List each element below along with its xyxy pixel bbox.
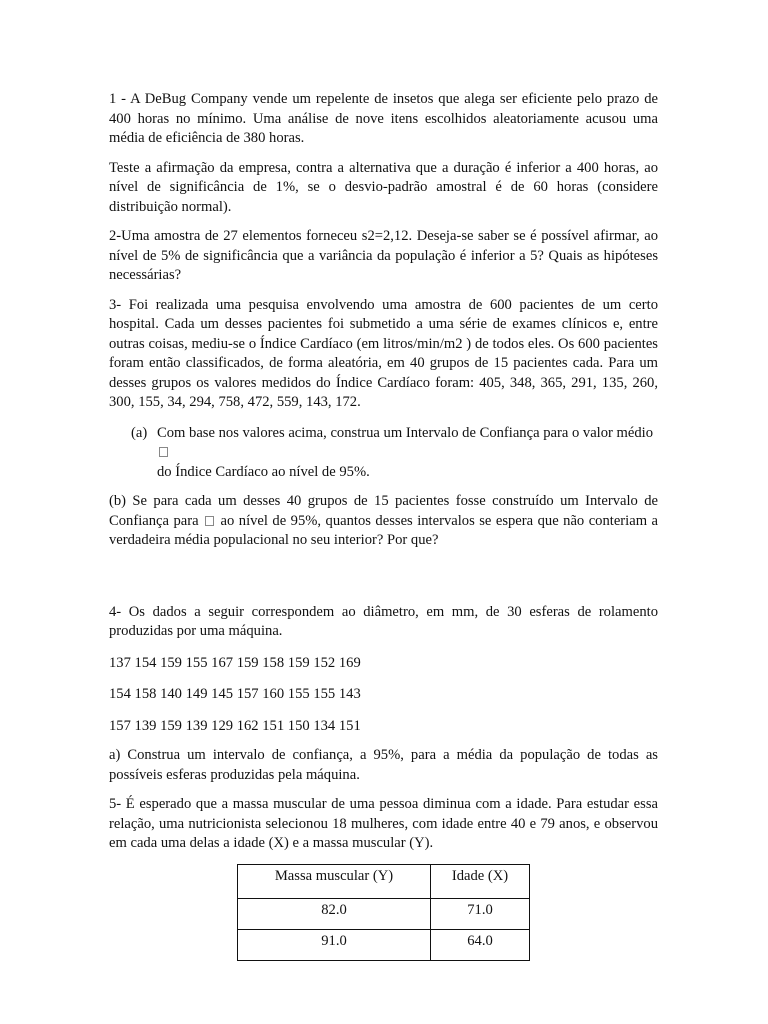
q4-item-a: a) Construa um intervalo de confiança, a 95%, para a média da população de todas as possíveis esferas produzidas pela máquina.	[109, 747, 658, 783]
q1-paragraph: 1 - A DeBug Company vende um repelente de insetos que alega ser eficiente pelo prazo de 400 horas no mínimo. Uma análise de nove itens escolhidos aleatoriamente acusou uma média de eficiência de 380 horas.	[109, 91, 658, 146]
q3-item-a-text-2: do Índice Cardíaco ao nível de 95%.	[157, 463, 370, 480]
table-cell: 91.0	[238, 930, 431, 961]
q4-paragraph: 4- Os dados a seguir correspondem ao diâmetro, em mm, de 30 esferas de rolamento produzidas por uma máquina.	[109, 603, 658, 639]
q2-paragraph: 2-Uma amostra de 27 elementos forneceu s2=2,12. Deseja-se saber se é possível afirmar, ao nível de 5% de significância que a variância da população é inferior a 5? Quais as hipóteses necessárias?	[109, 228, 658, 283]
missing-glyph-icon	[205, 516, 214, 526]
table-header-row	[238, 865, 530, 899]
q3-item-b-text-2: ao nível de 95%, quantos desses intervalos se espera que não conteriam a verdadeira média populacional no seu interior? Por que?	[109, 512, 658, 548]
q1-paragraph-2: Teste a afirmação da empresa, contra a alternativa que a duração é inferior a 400 horas, ao nível de significância de 1%, se o desvio-padrão amostral é de 60 horas (considere distribuição normal).	[109, 159, 658, 215]
q3-paragraph: 3- Foi realizada uma pesquisa envolvendo uma amostra de 600 pacientes de um certo hospital. Cada um desses pacientes foi submetido a uma série de exames clínicos e, entre outras coisas, mediu-se o Índice Cardíaco (em litros/min/m2 ) de todos eles. Os 600 pacientes foram então classificados, de forma aleatória, em 40 grupos de 15 pacientes cada. Para um desses grupos os valores medidos do Índice Cardíaco foram: 405, 348, 365, 291, 135, 260, 300, 155, 34, 294, 758, 472, 559, 143, 172.	[109, 296, 658, 410]
q3-item-b	[109, 492, 658, 551]
q3-item-a-label: (a)	[131, 424, 148, 441]
q5-paragraph: 5- É esperado que a massa muscular de uma pessoa diminua com a idade. Para estudar essa relação, uma nutricionista selecionou 18 mulheres, com idade entre 40 e 79 anos, e observou em cada uma delas a idade (X) e a massa muscular (Y).	[109, 796, 658, 851]
q4-data-row-2: 154 158 140 149 145 157 160 155 155 143	[109, 686, 361, 702]
data-table	[237, 864, 530, 961]
table-cell: 71.0	[430, 899, 529, 930]
q3-item-b-text-1: (b) Se para cada um desses 40 grupos de 15 pacientes fosse construído um Intervalo de Confiança para	[109, 493, 658, 529]
table-row	[238, 930, 530, 961]
table-row	[238, 899, 530, 930]
table-cell: 64.0	[430, 930, 529, 961]
table-cell: 82.0	[238, 899, 431, 930]
q4-data-row-1: 137 154 159 155 167 159 158 159 152 169	[109, 654, 361, 671]
table-header-cell: Idade (X)	[430, 865, 529, 899]
missing-glyph-icon	[159, 447, 168, 457]
q3-item-a	[131, 424, 658, 483]
q3-item-a-text-1: Com base nos valores acima, construa um Intervalo de Confiança para o valor médio	[157, 424, 654, 441]
q3-item-a-text	[157, 424, 658, 483]
table-header-cell: Massa muscular (Y)	[238, 865, 431, 899]
q4-data-row-3: 157 139 159 139 129 162 151 150 134 151	[109, 717, 361, 734]
document-page	[109, 90, 658, 854]
